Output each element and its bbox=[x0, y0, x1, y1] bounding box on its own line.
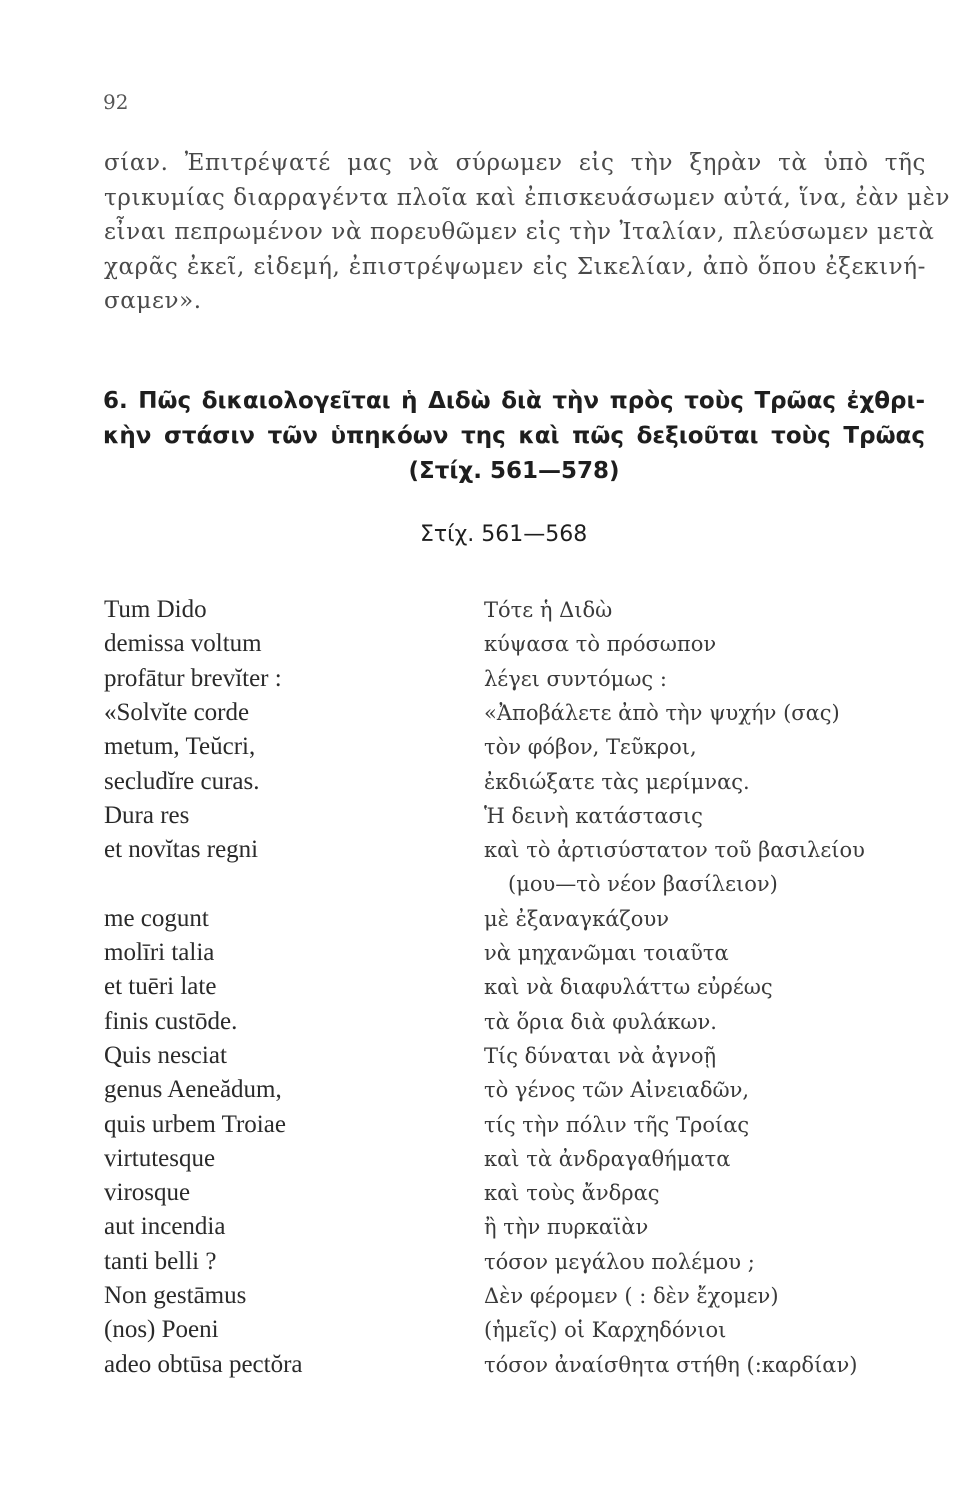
greek-translation-line: μὲ ἐξαναγκάζουν bbox=[484, 906, 669, 931]
greek-translation-line: «Ἀποβάλετε ἀπὸ τὴν ψυχήν (σας) bbox=[484, 700, 840, 725]
section-heading bbox=[103, 384, 925, 489]
latin-verse-line: demissa voltum bbox=[104, 630, 262, 658]
greek-translation-line: τίς τὴν πόλιν τῆς Τροίας bbox=[484, 1112, 750, 1137]
intro-line: εἶναι πεπρωμένον νὰ πορευθῶμεν εἰς τὴν Ἰταλίαν, πλεύσωμεν μετὰ bbox=[104, 219, 935, 245]
latin-verse-line: secludĭre curas. bbox=[104, 767, 260, 795]
latin-verse-line: adeo obtūsa pectŏra bbox=[104, 1350, 303, 1378]
greek-translation-line: ἐκδιώξατε τὰς μερίμνας. bbox=[484, 769, 750, 794]
latin-verse-line: me cogunt bbox=[104, 904, 209, 932]
greek-translation-line: (ἡμεῖς) οἱ Καρχηδόνιοι bbox=[484, 1318, 727, 1343]
greek-translation-line: καὶ νὰ διαφυλάττω εὐρέως bbox=[484, 975, 773, 1000]
greek-translation-line: καὶ τὸ ἀρτισύστατον τοῦ βασιλείου bbox=[484, 838, 865, 863]
latin-verse-line: finis custōde. bbox=[104, 1007, 238, 1035]
intro-line: σαμεν». bbox=[104, 288, 202, 314]
intro-line: χαρᾶς ἐκεῖ, εἰδεμή, ἐπιστρέψωμεν εἰς Σικελίαν, ἀπὸ ὅπου ἐξεκινή- bbox=[104, 253, 926, 280]
greek-translation-line: (μου—τὸ νέον βασίλειον) bbox=[508, 872, 778, 897]
greek-translation-line: νὰ μηχανῶμαι τοιαῦτα bbox=[484, 941, 729, 965]
greek-translation-line: τὸ γένος τῶν Αἰνειαδῶν, bbox=[484, 1078, 750, 1103]
greek-translation-line: λέγει συντόμως : bbox=[484, 666, 667, 691]
greek-translation-line: καὶ τοὺς ἄνδρας bbox=[484, 1181, 660, 1206]
latin-verse-line: Quis nesciat bbox=[104, 1041, 227, 1069]
latin-verse-line: et novĭtas regni bbox=[104, 836, 259, 864]
latin-verse-line: molīri talia bbox=[104, 939, 215, 966]
intro-line: τρικυμίας διαρραγέντα πλοῖα καὶ ἐπισκευάσωμεν αὐτά, ἵνα, ἐὰν μὲν bbox=[104, 184, 951, 211]
section-heading-line: κὴν στάσιν τῶν ὑπηκόων της καὶ πῶς δεξιοῦται τοὺς Τρῶας bbox=[103, 423, 925, 449]
latin-verse-line: quis urbem Troiae bbox=[104, 1110, 286, 1138]
latin-verse-line: metum, Teŭcri, bbox=[104, 733, 256, 761]
greek-translation-line: τόσον ἀναίσθητα στήθη (:καρδίαν) bbox=[484, 1352, 858, 1377]
latin-verse-line: virtutesque bbox=[104, 1144, 216, 1172]
latin-verse-line: Non gestāmus bbox=[104, 1282, 247, 1309]
greek-translation-line: Ἡ δεινὴ κατάστασις bbox=[484, 803, 703, 828]
intro-line: σίαν. Ἐπιτρέψατέ μας νὰ σύρωμεν εἰς τὴν ξηρὰν τὰ ὑπὸ τῆς bbox=[104, 150, 926, 176]
latin-verse-line: aut incendia bbox=[104, 1213, 226, 1241]
section-heading-line: 6. Πῶς δικαιολογεῖται ἡ Διδὼ διὰ τὴν πρὸς τοὺς Τρῶας ἐχθρι- bbox=[103, 388, 925, 414]
page-number: 92 bbox=[103, 90, 129, 114]
verse-range-subheading: Στίχ. 561—568 bbox=[420, 522, 588, 547]
greek-translation-line: τόσον μεγάλου πολέμου ; bbox=[484, 1249, 755, 1274]
greek-translation-line: τὸν φόβον, Τεῦκροι, bbox=[484, 735, 697, 760]
latin-verse-line: profātur brevĭter : bbox=[104, 664, 282, 692]
intro-paragraph bbox=[104, 146, 951, 319]
greek-translation-line: Τότε ἡ Διδὼ bbox=[484, 598, 613, 622]
section-heading-verse-range: (Στίχ. 561—578) bbox=[408, 458, 620, 484]
latin-verse-line: (nos) Poeni bbox=[104, 1316, 219, 1344]
latin-verse-line: virosque bbox=[104, 1179, 191, 1207]
greek-translation-line: καὶ τὰ ἀνδραγαθήματα bbox=[484, 1146, 731, 1171]
greek-translation-line: τὰ ὅρια διὰ φυλάκων. bbox=[484, 1009, 717, 1034]
greek-translation-line: κύψασα τὸ πρόσωπον bbox=[484, 632, 717, 657]
greek-translation-line: Δὲν φέρομεν ( : δὲν ἔχομεν) bbox=[484, 1284, 779, 1308]
greek-translation-line: Τίς δύναται νὰ ἀγνοῇ bbox=[484, 1043, 717, 1068]
greek-translation-line: ἢ τὴν πυρκαϊὰν bbox=[484, 1215, 649, 1240]
latin-verse-line: Dura res bbox=[104, 801, 190, 829]
latin-verse-line: tanti belli ? bbox=[104, 1247, 217, 1275]
latin-verse-line: et tuēri late bbox=[104, 973, 217, 1001]
latin-verse-line: Tum Dido bbox=[104, 596, 207, 623]
latin-verse-line: «Solvĭte corde bbox=[104, 698, 250, 726]
latin-verse-line: genus Aeneădum, bbox=[104, 1076, 282, 1104]
